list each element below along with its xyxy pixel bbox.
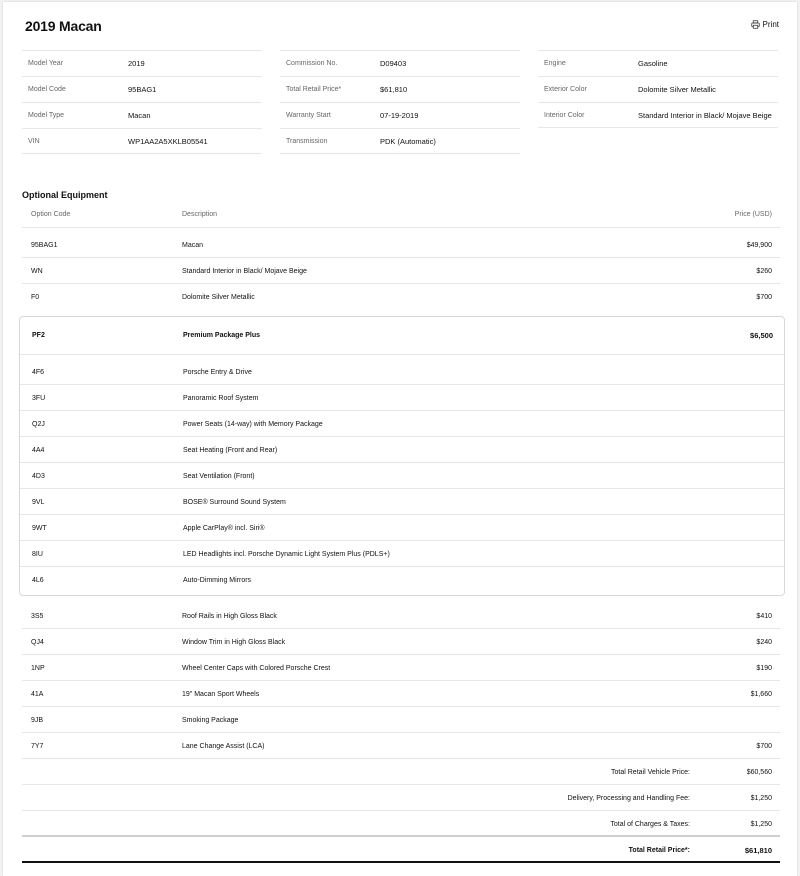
header-option-code: Option Code: [31, 211, 71, 218]
option-description: Auto-Dimming Mirrors: [183, 577, 252, 584]
package-item: [20, 463, 784, 489]
specs-column-1: [22, 50, 262, 154]
option-code: WN: [31, 268, 43, 275]
spec-label: Interior Color: [544, 112, 585, 119]
table-row: [22, 733, 780, 759]
table-row: [22, 629, 780, 655]
option-code: 3S5: [31, 613, 44, 620]
option-code: 8IU: [32, 551, 43, 558]
header-price: Price (USD): [734, 211, 772, 218]
table-row: [22, 681, 780, 707]
package-item: [20, 385, 784, 411]
spec-row: [280, 50, 520, 76]
summary-value: $1,250: [750, 821, 772, 828]
table-row: [22, 232, 780, 258]
summary-value: $60,560: [746, 769, 772, 776]
spec-row: [538, 50, 778, 76]
spec-row: [22, 50, 262, 76]
option-price: $190: [756, 665, 772, 672]
spec-label: Model Type: [28, 112, 65, 119]
total-label: Total Retail Price*:: [628, 847, 690, 854]
option-description: 19" Macan Sport Wheels: [182, 691, 260, 698]
optional-equipment-title: Optional Equipment: [22, 190, 108, 200]
package-item: [20, 411, 784, 437]
option-price: $700: [756, 294, 772, 301]
option-code: 3FU: [32, 395, 46, 402]
option-code: QJ4: [31, 639, 44, 646]
spec-row: [280, 128, 520, 154]
summary-row: [22, 785, 780, 811]
option-description: Window Trim in High Gloss Black: [182, 639, 286, 646]
option-description: Porsche Entry & Drive: [183, 369, 252, 376]
page-title: 2019 Macan: [25, 18, 102, 34]
package-item: [20, 567, 784, 593]
option-description: Seat Heating (Front and Rear): [183, 447, 278, 454]
printer-icon: [751, 20, 760, 29]
package-item: [20, 541, 784, 567]
option-price: $410: [756, 613, 772, 620]
spec-row: [538, 76, 778, 102]
spec-label: Model Code: [28, 86, 66, 93]
option-code: 9WT: [32, 525, 47, 532]
option-description: Roof Rails in High Gloss Black: [182, 613, 277, 620]
spec-value: Gasoline: [638, 59, 668, 68]
summary-row: [22, 811, 780, 837]
option-code: 4D3: [32, 473, 45, 480]
option-price: $1,660: [750, 691, 772, 698]
option-code: 41A: [31, 691, 44, 698]
option-code: 4A4: [32, 447, 45, 454]
option-price: $49,900: [746, 242, 772, 249]
spec-label: VIN: [28, 138, 40, 145]
spec-label: Warranty Start: [286, 112, 331, 119]
table-header: [22, 204, 780, 228]
specs-column-2: [280, 50, 520, 154]
option-description: BOSE® Surround Sound System: [183, 499, 286, 506]
table-row: [22, 655, 780, 681]
option-description: Wheel Center Caps with Colored Porsche Crest: [182, 665, 331, 672]
option-description: Panoramic Roof System: [183, 395, 259, 402]
spec-label: Engine: [544, 60, 566, 67]
spec-row: [280, 76, 520, 102]
option-price: $240: [756, 639, 772, 646]
package-header-row: [20, 317, 784, 355]
spec-row: [280, 102, 520, 128]
table-row: [22, 284, 780, 310]
spec-value: 07-19-2019: [380, 111, 419, 120]
spec-label: Commission No.: [286, 60, 338, 67]
option-description: Smoking Package: [182, 717, 239, 724]
spec-label: Total Retail Price*: [286, 86, 342, 93]
table-row: [22, 603, 780, 629]
summary-label: Delivery, Processing and Handling Fee:: [567, 795, 690, 802]
option-description: Standard Interior in Black/ Mojave Beige: [182, 268, 307, 275]
package-code: PF2: [32, 332, 45, 339]
option-code: 4L6: [32, 577, 44, 584]
spec-value: Standard Interior in Black/ Mojave Beige: [638, 111, 772, 120]
option-code: 4F6: [32, 369, 45, 376]
option-description: Apple CarPlay® incl. Siri®: [183, 525, 265, 532]
spec-row: [22, 102, 262, 128]
option-code: F0: [31, 294, 40, 301]
option-code: 1NP: [31, 665, 45, 672]
spec-label: Model Year: [28, 60, 64, 67]
spec-value: 95BAG1: [128, 85, 157, 94]
spec-label: Transmission: [286, 138, 328, 145]
header-description: Description: [182, 211, 218, 218]
total-retail-price-row: [22, 835, 780, 863]
option-code: 9JB: [31, 717, 44, 724]
spec-value: PDK (Automatic): [380, 137, 436, 146]
spec-value: D09403: [380, 59, 407, 68]
option-description: LED Headlights incl. Porsche Dynamic Light System Plus (PDLS+): [183, 551, 390, 558]
option-description: Macan: [182, 242, 204, 249]
option-price: $700: [756, 743, 772, 750]
spec-label: Exterior Color: [544, 86, 587, 93]
table-row: [22, 707, 780, 733]
premium-package-box: [19, 316, 785, 596]
option-description: Power Seats (14-way) with Memory Package: [183, 421, 323, 428]
spec-row: [22, 128, 262, 154]
summary-value: $1,250: [750, 795, 772, 802]
summary-label: Total Retail Vehicle Price:: [611, 769, 690, 776]
spec-value: Dolomite Silver Metallic: [638, 85, 716, 94]
print-label: Print: [762, 20, 779, 29]
summary-label: Total of Charges & Taxes:: [610, 821, 690, 828]
option-price: $260: [756, 268, 772, 275]
package-item: [20, 489, 784, 515]
option-description: Lane Change Assist (LCA): [182, 743, 265, 750]
spec-value: 2019: [128, 59, 145, 68]
package-description: Premium Package Plus: [183, 332, 261, 339]
option-description: Dolomite Silver Metallic: [182, 294, 255, 301]
package-item: [20, 359, 784, 385]
spec-value: $61,810: [380, 85, 408, 94]
spec-row: [538, 102, 778, 128]
option-code: 9VL: [32, 499, 45, 506]
spec-value: WP1AA2A5XKLB05541: [128, 137, 208, 146]
option-description: Seat Ventilation (Front): [183, 473, 255, 480]
option-code: 95BAG1: [31, 242, 58, 249]
option-code: 7Y7: [31, 743, 44, 750]
package-item: [20, 437, 784, 463]
specs-column-3: [538, 50, 778, 128]
package-item: [20, 515, 784, 541]
print-button[interactable]: [751, 20, 779, 29]
option-code: Q2J: [32, 421, 45, 428]
table-row: [22, 258, 780, 284]
spec-value: Macan: [128, 111, 151, 120]
spec-row: [22, 76, 262, 102]
package-price: $6,500: [750, 331, 773, 340]
summary-row: [22, 759, 780, 785]
total-value: $61,810: [744, 846, 772, 855]
